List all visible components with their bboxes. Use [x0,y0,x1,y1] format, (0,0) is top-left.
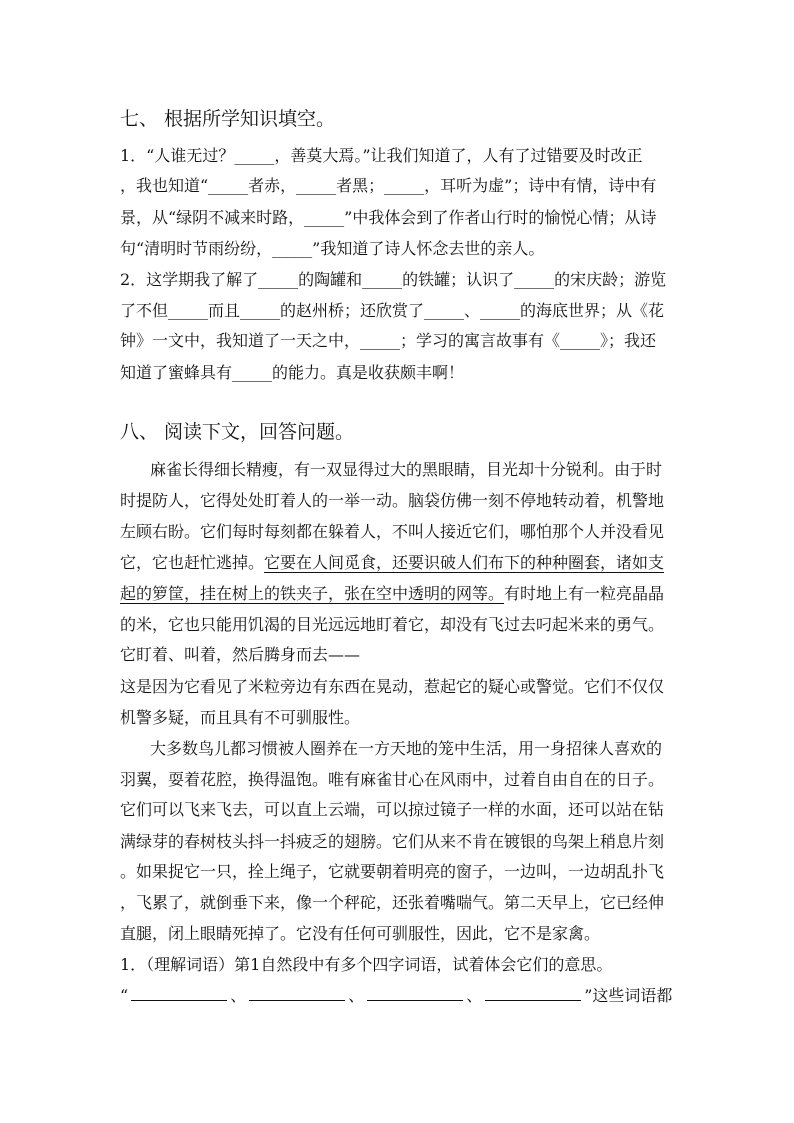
section-8-question-1: 1．（理解词语）第1自然段中有多个四字词语，试着体会它们的意思。 [120,955,613,974]
passage-p2-line-1: 大多数鸟儿都习惯被人圈养在一方天地的笼中生活，用一身招徕人喜欢的 [150,739,663,758]
passage-p1-line-2: 时提防人，它得处处盯着人的一举一动。脑袋仿佛一刻不停地转动着，机警地 [120,491,665,510]
section-8-heading: 八、 阅读下文，回答问题。 [120,421,355,443]
answer-blank-3[interactable] [367,986,463,1001]
passage-p1-line-6: 的米，它也只能用饥渴的目光远远地盯着它，却没有飞过去叼起米来的勇气。 [120,615,665,634]
underlined-sentence-part-1: 它要在人间觅食，还要识破人们布下的种种圈套，诸如支 [264,553,665,572]
answer-blank-4[interactable] [485,986,581,1001]
passage-p2-line-3: 它们可以飞来飞去，可以直上云端，可以掠过镜子一样的水面，还可以站在钻 [120,800,665,819]
passage-p1-line-8: 这是因为它看见了米粒旁边有东西在晃动，惹起它的疑心或警觉。它们不仅仅 [120,677,665,696]
passage-p2-line-6: ，飞累了，就倒垂下来，像一个秤砣，还张着嘴喘气。第二天早上，它已经伸 [120,893,665,912]
answer-blank-2[interactable] [249,986,345,1001]
passage-p1-line-4-plain: 它，它也赶忙逃掉。 [120,553,265,572]
answer-blank-1[interactable] [131,986,227,1001]
section-7-heading: 七、 根据所学知识填空。 [120,108,336,130]
section-7-q1-line-4: 句“清明时节雨纷纷，_____”我知道了诗人怀念去世的亲人。 [120,239,545,258]
section-7-q2-line-2: 了不但_____而且_____的赵州桥；还欣赏了_____、_____的海底世界；从《花 [120,301,665,320]
underlined-sentence-part-2: 起的箩筐，挂在树上的铁夹子，张在空中透明的网等。 [120,584,505,603]
passage-p1-line-4 [120,553,680,573]
passage-p2-line-7: 直腿，闭上眼睛死掉了。它没有任何可驯服性，因此，它不是家禽。 [120,924,601,943]
passage-p2-line-5: 。如果捉它一只，拴上绳子，它就要朝着明亮的窗子，一边叫，一边胡乱扑飞 [120,862,665,881]
separator-1: 、 [230,986,247,1005]
close-quote-text: ”这些词语都 [584,986,673,1005]
section-7-q2-line-4: 知道了蜜蜂具有_____的能力。真是收获颇丰啊！ [120,363,465,382]
section-8-q1-answer-line [120,986,680,1006]
passage-p1-line-7: 它盯着、叫着，然后腾身而去—— [120,645,361,664]
section-7-q2-line-3: 钟》一文中，我知道了一天之中，_____；学习的寓言故事有《_____》；我还 [120,331,657,350]
passage-p2-line-4: 满绿芽的春树枝头抖一抖疲乏的翅膀。它们从来不肯在镀银的鸟架上稍息片刻 [120,832,665,851]
passage-p1-line-9: 机警多疑，而且具有不可驯服性。 [120,708,361,727]
separator-3: 、 [466,986,483,1005]
section-7-q1-line-2: ，我也知道“_____者赤，_____者黑；_____，耳听为虚”；诗中有情，诗中有 [120,176,657,195]
passage-p1-line-5 [120,584,680,604]
passage-p1-line-3: 左顾右盼。它们每时每刻都在躲着人，不叫人接近它们，哪怕那个人并没看见 [120,522,665,541]
section-7-q1-line-3: 景，从“绿阴不减来时路，_____”中我体会到了作者山行时的愉悦心情；从诗 [120,208,657,227]
separator-2: 、 [348,986,365,1005]
open-quote: “ [120,986,129,1005]
section-7-q2-line-1: 2．这学期我了解了_____的陶罐和_____的铁罐；认识了_____的宋庆龄；游览 [120,270,667,289]
passage-p1-line-1: 麻雀长得细长精瘦，有一双显得过大的黑眼睛，目光却十分锐利。由于时 [150,460,663,479]
passage-p1-line-5-plain: 有时地上有一粒亮晶晶 [504,584,665,603]
section-7-q1-line-1: 1．“人谁无过？_____，善莫大焉。”让我们知道了，人有了过错要及时改正 [120,146,643,165]
passage-p2-line-2: 羽翼，耍着花腔，换得温饱。唯有麻雀甘心在风雨中，过着自由自在的日子。 [120,770,665,789]
